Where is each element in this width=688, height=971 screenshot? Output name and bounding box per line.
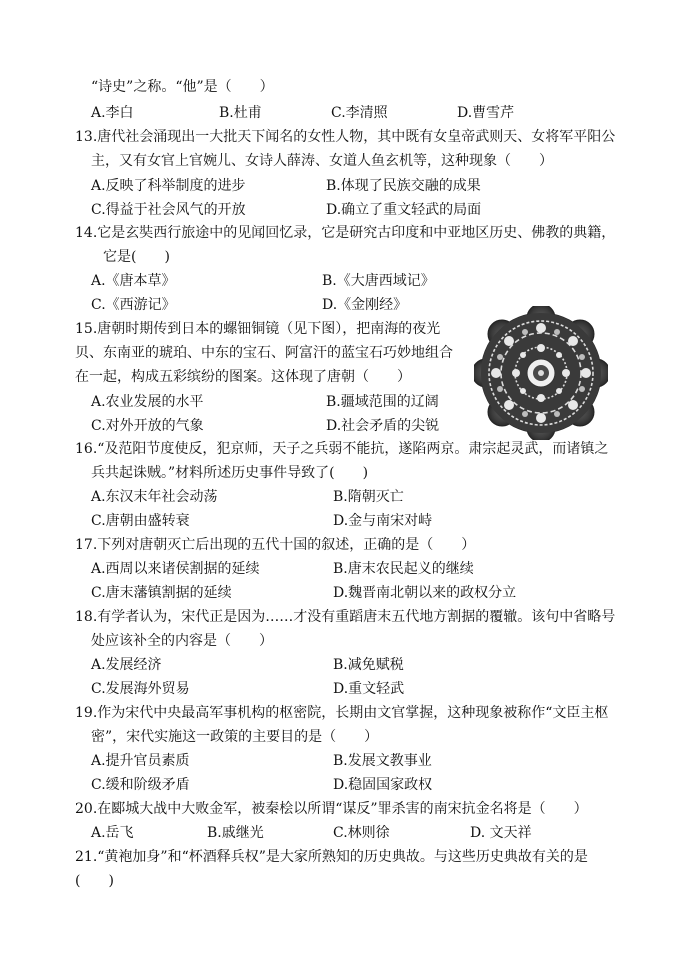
- q18-option-c: C.发展海外贸易: [91, 681, 190, 697]
- q15-option-a: A.农业发展的水平: [91, 394, 204, 410]
- q17-option-b: B.唐末农民起义的继续: [333, 561, 474, 577]
- q19-option-d: D.稳固国家政权: [333, 777, 433, 793]
- q12-continuation-line: “诗史”之称。“他”是（ ）: [91, 79, 274, 95]
- q14-option-c: C.《西游记》: [91, 297, 176, 313]
- q14-stem-line-2: 它是( ): [103, 249, 170, 265]
- q17-stem-line-1: 17.下列对唐朝灭亡后出现的五代十国的叙述，正确的是（ ）: [75, 537, 476, 553]
- q15-stem-line-3: 在一起，构成五彩缤纷的图案。这体现了唐朝（ ）: [75, 369, 411, 385]
- q17-option-d: D.魏晋南北朝以来的政权分立: [333, 585, 517, 601]
- q16-stem-line-2: 兵共起诛贼。”材料所述历史事件导致了( ): [91, 465, 369, 481]
- q13-option-c: C.得益于社会风气的开放: [91, 202, 246, 218]
- q17-option-c: C.唐末藩镇割据的延续: [91, 585, 232, 601]
- q14-option-d: D.《金刚经》: [322, 297, 408, 313]
- q16-option-c: C.唐朝由盛转衰: [91, 513, 190, 529]
- q14-option-a: A.《唐本草》: [91, 273, 176, 289]
- q12-option-d: D.曹雪芹: [457, 105, 515, 121]
- q12-option-b: B.杜甫: [219, 105, 262, 121]
- q13-stem-line-1: 13.唐代社会涌现出一大批天下闻名的女性人物，其中既有女皇帝武则天、女将军平阳公: [75, 129, 616, 145]
- q12-option-c: C.李清照: [331, 105, 388, 121]
- q20-option-a: A.岳飞: [91, 825, 134, 841]
- q15-stem-line-2: 贝、东南亚的琥珀、中东的宝石、阿富汗的蓝宝石巧妙地组合: [75, 345, 453, 361]
- q19-stem-line-1: 19.作为宋代中央最高军事机构的枢密院，长期由文官掌握，这种现象被称作“文臣主枢: [75, 705, 609, 721]
- q20-option-d: D. 文天祥: [470, 825, 532, 841]
- q19-option-b: B.发展文教事业: [333, 753, 432, 769]
- q18-stem-line-2: 处应该补全的内容是（ ）: [91, 633, 273, 649]
- q14-option-b: B.《大唐西域记》: [322, 273, 435, 289]
- q16-stem-line-1: 16.“及范阳节度使反，犯京师，天子之兵弱不能抗，遂陷两京。肃宗起灵武，而诸镇之: [75, 441, 609, 457]
- q18-stem-line-1: 18.有学者认为，宋代正是因为……才没有重蹈唐末五代地方割据的覆辙。该句中省略号: [75, 609, 616, 625]
- q18-option-a: A.发展经济: [91, 657, 162, 673]
- q12-option-a: A.李白: [91, 105, 134, 121]
- q13-option-b: B.体现了民族交融的成果: [326, 178, 481, 194]
- q19-option-a: A.提升官员素质: [91, 753, 190, 769]
- q16-option-d: D.金与南宋对峙: [333, 513, 433, 529]
- q18-option-b: B.减免赋税: [333, 657, 404, 673]
- q20-stem-line-1: 20.在郾城大战中大败金军，被秦桧以所谓“谋反”罪杀害的南宋抗金名将是（ ）: [75, 801, 588, 817]
- q19-stem-line-2: 密”，宋代实施这一政策的主要目的是（ ）: [91, 729, 379, 745]
- q16-option-a: A.东汉末年社会动荡: [91, 489, 218, 505]
- q17-option-a: A.西周以来诸侯割据的延续: [91, 561, 260, 577]
- q13-option-d: D.确立了重文轻武的局面: [326, 202, 482, 218]
- q15-option-b: B.疆域范围的辽阔: [326, 394, 439, 410]
- q20-option-c: C.林则徐: [333, 825, 390, 841]
- q15-option-d: D.社会矛盾的尖锐: [326, 418, 440, 434]
- q13-stem-line-2: 主，又有女官上官婉儿、女诗人薛涛、女道人鱼玄机等，这种现象（ ）: [91, 153, 553, 169]
- q21-stem-line-1: 21.“黄袍加身”和“杯酒释兵权”是大家所熟知的历史典故。与这些历史典故有关的是: [75, 849, 588, 865]
- q15-option-c: C.对外开放的气象: [91, 418, 204, 434]
- q20-option-b: B.戚继光: [207, 825, 264, 841]
- q16-option-b: B.隋朝灭亡: [333, 489, 404, 505]
- q15-stem-line-1: 15.唐朝时期传到日本的螺钿铜镜（见下图），把南海的夜光: [75, 321, 441, 337]
- q19-option-c: C.缓和阶级矛盾: [91, 777, 190, 793]
- q18-option-d: D.重文轻武: [333, 681, 405, 697]
- q13-option-a: A.反映了科举制度的进步: [91, 178, 246, 194]
- mother-of-pearl-bronze-mirror-image: [474, 306, 608, 440]
- q21-stem-line-2: ( ): [75, 873, 114, 889]
- q14-stem-line-1: 14.它是玄奘西行旅途中的见闻回忆录，它是研究古印度和中亚地区历史、佛教的典籍，: [75, 225, 616, 241]
